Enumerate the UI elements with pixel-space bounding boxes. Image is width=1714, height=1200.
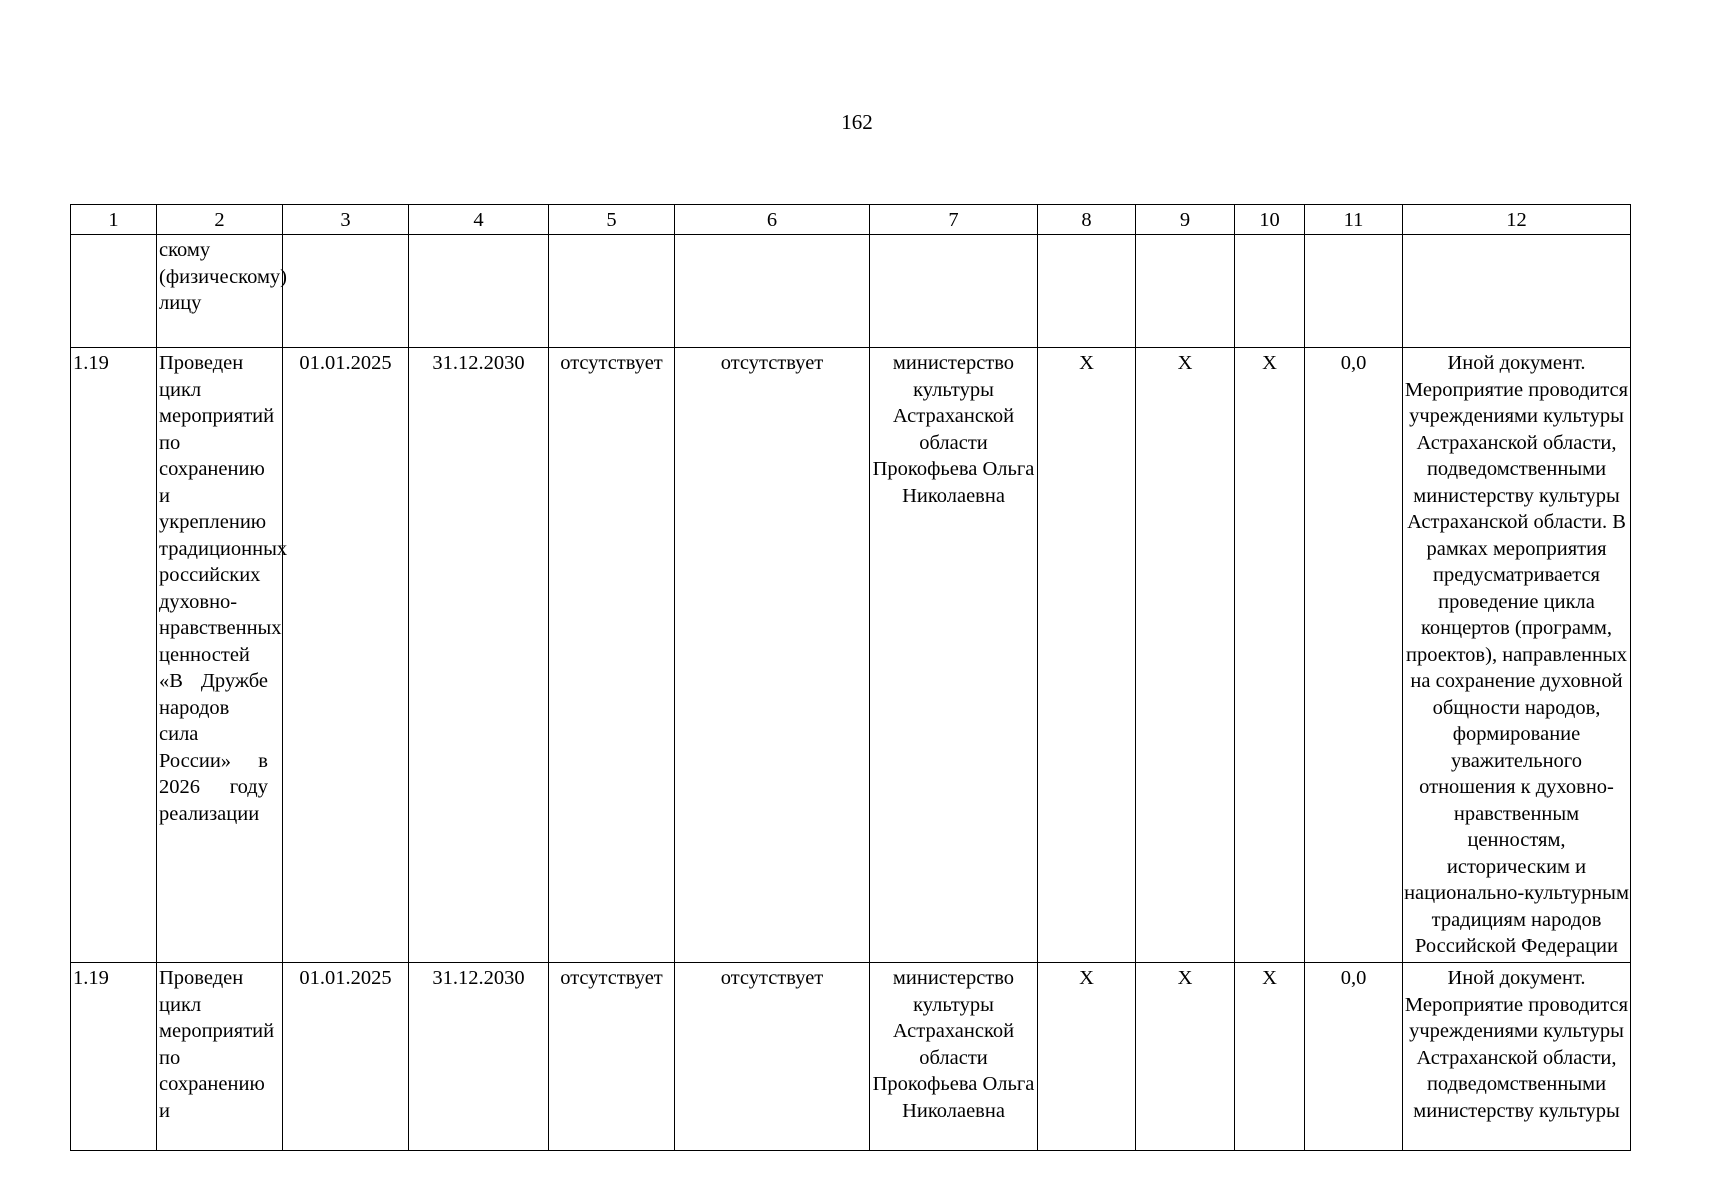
header-cell: 7 <box>870 205 1038 235</box>
table-row <box>71 348 1631 963</box>
start-date-cell: 01.01.2025 <box>283 963 409 1151</box>
column-number-header-row <box>71 205 1631 235</box>
row-number-cell: 1.19 <box>71 348 157 963</box>
page-number: 162 <box>841 110 873 134</box>
end-date-cell: 31.12.2030 <box>409 348 549 963</box>
cell-empty <box>283 235 409 348</box>
cell-empty <box>409 235 549 348</box>
header-cell: 2 <box>157 205 283 235</box>
col5-cell: отсутствует <box>549 348 675 963</box>
measure-name-cell: Проведен цикл мероприятий по сохранению и <box>157 963 283 1151</box>
cell-empty <box>870 235 1038 348</box>
col11-cell: 0,0 <box>1305 348 1403 963</box>
header-cell: 4 <box>409 205 549 235</box>
measure-name-cell: Проведен цикл мероприятий по сохранению и укреплению традиционных российских духовно-нравственных ценностей «В Дружбе народов сила России» в 2026 году реализации <box>157 348 283 963</box>
header-cell: 1 <box>71 205 157 235</box>
col8-cell: X <box>1038 963 1136 1151</box>
header-cell: 11 <box>1305 205 1403 235</box>
col10-cell: X <box>1235 348 1305 963</box>
responsible-cell: министерство культуры Астраханской области Прокофьева Ольга Николаевна <box>870 963 1038 1151</box>
header-cell: 5 <box>549 205 675 235</box>
col11-cell: 0,0 <box>1305 963 1403 1151</box>
col9-cell: X <box>1136 348 1235 963</box>
measures-table <box>70 204 1631 1151</box>
col6-cell: отсутствует <box>675 963 870 1151</box>
header-cell: 8 <box>1038 205 1136 235</box>
header-cell: 10 <box>1235 205 1305 235</box>
cell-empty <box>1136 235 1235 348</box>
responsible-cell: министерство культуры Астраханской области Прокофьева Ольга Николаевна <box>870 348 1038 963</box>
cell-empty <box>549 235 675 348</box>
header-cell: 9 <box>1136 205 1235 235</box>
header-cell: 6 <box>675 205 870 235</box>
cell-empty <box>1403 235 1631 348</box>
cell-empty <box>1305 235 1403 348</box>
continuation-name-cell: скому (физическому) лицу <box>157 235 283 348</box>
cell-empty <box>1038 235 1136 348</box>
cell-empty <box>71 235 157 348</box>
col6-cell: отсутствует <box>675 348 870 963</box>
start-date-cell: 01.01.2025 <box>283 348 409 963</box>
row-number-cell: 1.19 <box>71 963 157 1151</box>
end-date-cell: 31.12.2030 <box>409 963 549 1151</box>
header-cell: 12 <box>1403 205 1631 235</box>
header-cell: 3 <box>283 205 409 235</box>
cell-empty <box>675 235 870 348</box>
continuation-row <box>71 235 1631 348</box>
col8-cell: X <box>1038 348 1136 963</box>
note-cell: Иной документ. Мероприятие проводится учреждениями культуры Астраханской области, подведомственными министерству культуры <box>1403 963 1631 1151</box>
col10-cell: X <box>1235 963 1305 1151</box>
table-row <box>71 963 1631 1151</box>
col9-cell: X <box>1136 963 1235 1151</box>
cell-empty <box>1235 235 1305 348</box>
note-cell: Иной документ. Мероприятие проводится учреждениями культуры Астраханской области, подведомственными министерству культуры Астраханской области. В рамках мероприятия предусматривается проведение цикла концертов (программ, проектов), направленных на сохранение духовной общности народов, формирование уважительного отношения к духовно-нравственным ценностям, историческим и национально-культурным традициям народов Российской Федерации <box>1403 348 1631 963</box>
col5-cell: отсутствует <box>549 963 675 1151</box>
